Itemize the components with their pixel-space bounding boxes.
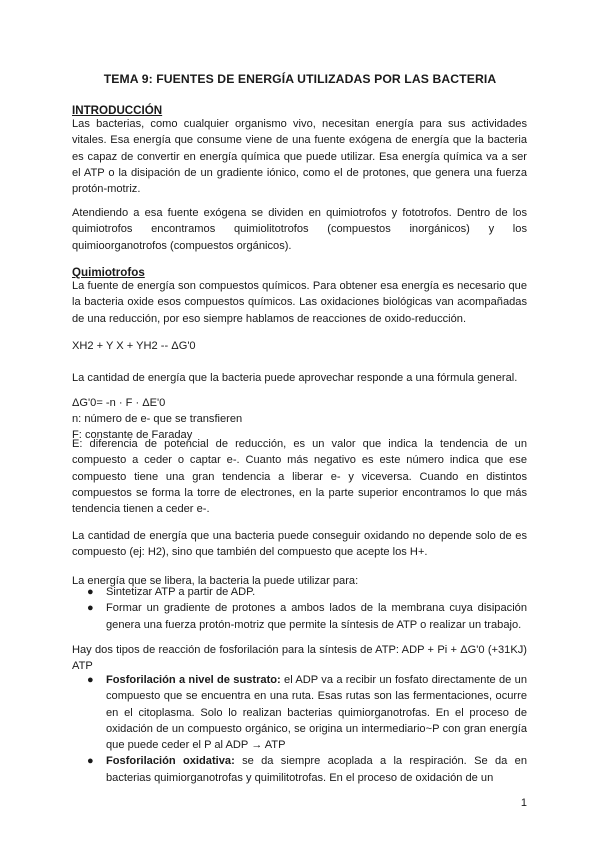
section-heading-intro: INTRODUCCIÓN [72, 104, 163, 117]
bullet-icon: ● [87, 586, 94, 598]
quimio-paragraph-3: La cantidad de energía que una bacteria puede conseguir oxidando no depende solo de es compuesto (ej: H2), sino que también del compuesto que acepte los H+. [72, 530, 527, 559]
term-label: Fosforilación a nivel de sustrato: [106, 674, 281, 686]
page-number: 1 [520, 797, 527, 809]
quimio-paragraph-1: La fuente de energía son compuestos químicos. Para obtener esa energía es necesario que la bacteria oxide esos compuestos químicos. Las oxidaciones biológicas van acompañadas de una reducción, por eso siempre hablamos de reacciones de oxido-reducción. [72, 280, 527, 325]
energy-uses-list [72, 584, 527, 633]
quimio-paragraph-2: La cantidad de energía que la bacteria puede aprovechar responde a una fórmula general. [72, 372, 518, 384]
reaction-equation: XH2 + Y X + YH2 -- ΔG'0 [72, 340, 196, 352]
list-item: ● Formar un gradiente de protones a ambos lados de la membrana cuya disipación genera una fuerza protón-motriz que permite la síntesis de ATP o realizar un trabajo. [87, 602, 527, 631]
intro-paragraph-2: Atendiendo a esa fuente exógena se dividen en quimiotrofos y fototrofos. Dentro de los quimiotrofos encontramos quimiolitotrofos (compuestos inorgánicos) y los quimioorganotrofos (compuestos orgánicos). [72, 207, 527, 252]
section-heading-quimiotrofos: Quimiotrofos [72, 266, 145, 279]
list-item: ● Fosforilación oxidativa: se da siempre acoplada a la respiración. Se da en bacterias quimiorganotrofas y quimilitotrofas. En el proceso de oxidación de un [87, 755, 527, 784]
bullet-icon: ● [87, 755, 94, 768]
page-title: TEMA 9: FUENTES DE ENERGÍA UTILIZADAS POR LAS BACTERIA [103, 72, 497, 86]
term-label: Fosforilación oxidativa: [106, 755, 235, 768]
energy-formula: ΔG'0= -n · F · ΔE'0 [72, 397, 166, 409]
bullet-icon: ● [87, 674, 94, 686]
intro-paragraph-1: Las bacterias, como cualquier organismo vivo, necesitan energía para sus actividades vitales. Esa energía que consume viene de una fuente exógena de energía que la bacteria es capaz de convertir en energía química que puede utilizar. Esa energía química va a ser el ATP o la disipación de un gradiente iónico, como el de protones, que genera una fuerza protón-motriz. [72, 118, 527, 196]
definition-f: F: constante de Faraday [72, 429, 193, 441]
quimio-paragraph-4: La energía que se libera, la bacteria la puede utilizar para: [72, 575, 359, 587]
quimio-paragraph-5: Hay dos tipos de reacción de fosforilación para la síntesis de ATP: ADP + Pi + ΔG'0 (+31KJ) ATP [72, 644, 527, 673]
phosphorylation-list [72, 672, 527, 786]
list-item: ● Fosforilación a nivel de sustrato: el ADP va a recibir un fosfato directamente de un compuesto que se encuentra en una ruta. Esas rutas son las fermentaciones, ocurre en el citoplasma. Solo lo realizan bacterias quimiorganotrofas. En el proceso de oxidación de un compuesto orgánico, se origina un intermediario~P con gran energía que puede ceder el P al ADP → ATP [87, 674, 528, 752]
definition-n: n: número de e- que se transfieren [72, 413, 243, 425]
bullet-icon: ● [87, 602, 94, 615]
definition-e: E: diferencia de potencial de reducción, es un valor que indica la tendencia de un compuesto a ceder o captar e-. Cuanto más negativo es este número indica que ese compuesto tiene una gran tendencia a liberar e- y viceversa. Cuando en distintos compuestos se forma la torre de electrones, en la parte superior encontramos lo que más tendencia tienen a ceder e-. [72, 438, 527, 516]
list-item: ● Sintetizar ATP a partir de ADP. [72, 584, 527, 600]
